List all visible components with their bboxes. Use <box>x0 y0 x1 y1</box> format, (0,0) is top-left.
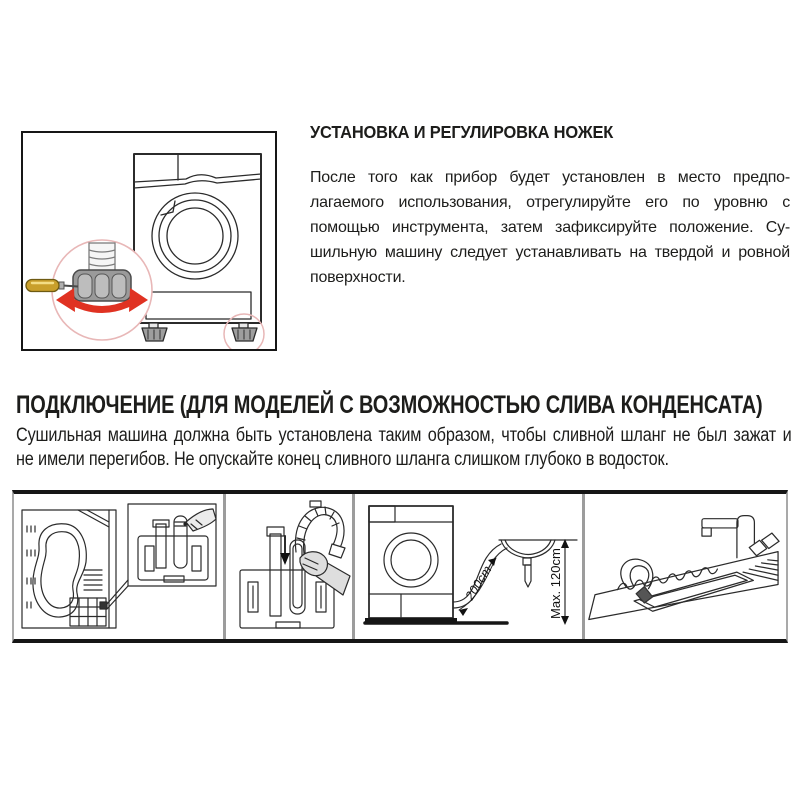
dryer-front-drawing <box>134 154 261 341</box>
drain-hose <box>295 501 345 558</box>
panel-dryer-back <box>14 494 223 639</box>
hose-length-label: 200cm <box>462 563 495 603</box>
threaded-stud <box>89 243 115 271</box>
installation-section <box>310 122 790 290</box>
dryer-back-art <box>14 494 223 639</box>
installation-line: поверхности. <box>310 269 406 286</box>
foot-zoom-circle <box>26 240 152 340</box>
panel-hose-into-siphon <box>226 494 352 639</box>
installation-line: помощью инструмента, затем зафиксируйте положение. Су- <box>310 219 790 236</box>
panel-hose-height <box>355 494 582 639</box>
max-height-label: Max. 120cm <box>548 548 563 619</box>
installation-line: лагаемого использования, отрегулируйте его по уровню с <box>310 194 790 211</box>
installation-line: шильную машину следует устанавливать на твердой и ровной <box>310 244 790 261</box>
faucet-drawing <box>702 516 779 558</box>
feet-adjustment-figure <box>21 131 277 351</box>
hand-icon <box>186 509 216 531</box>
installation-heading: УСТАНОВКА И РЕГУЛИРОВКА НОЖЕК <box>310 122 614 142</box>
hose-sink-art <box>585 494 786 639</box>
feet-adjustment-art <box>23 133 275 349</box>
hose-siphon-art <box>226 494 352 639</box>
hand-icon <box>300 552 350 595</box>
counter-top <box>589 552 778 620</box>
installation-line: После того как прибор будет установлен в место предпо- <box>310 169 790 186</box>
hose-height-art <box>355 494 582 639</box>
panel-hose-over-sink <box>585 494 786 639</box>
pump-inset <box>128 504 216 586</box>
adjuster-nut <box>73 270 131 301</box>
connection-paragraph <box>16 424 792 472</box>
connection-line: Сушильная машина должна быть установлена таким образом, чтобы сливной шланг не был зажат и <box>16 425 792 446</box>
connection-line: не имели перегибов. Не опускайте конец сливного шланга слишком глубоко в водосток. <box>16 449 669 470</box>
connection-heading: ПОДКЛЮЧЕНИЕ (ДЛЯ МОДЕЛЕЙ С ВОЗМОЖНОСТЬЮ СЛИВА КОНДЕНСАТА) <box>16 391 763 419</box>
connection-figure-strip <box>12 490 788 643</box>
